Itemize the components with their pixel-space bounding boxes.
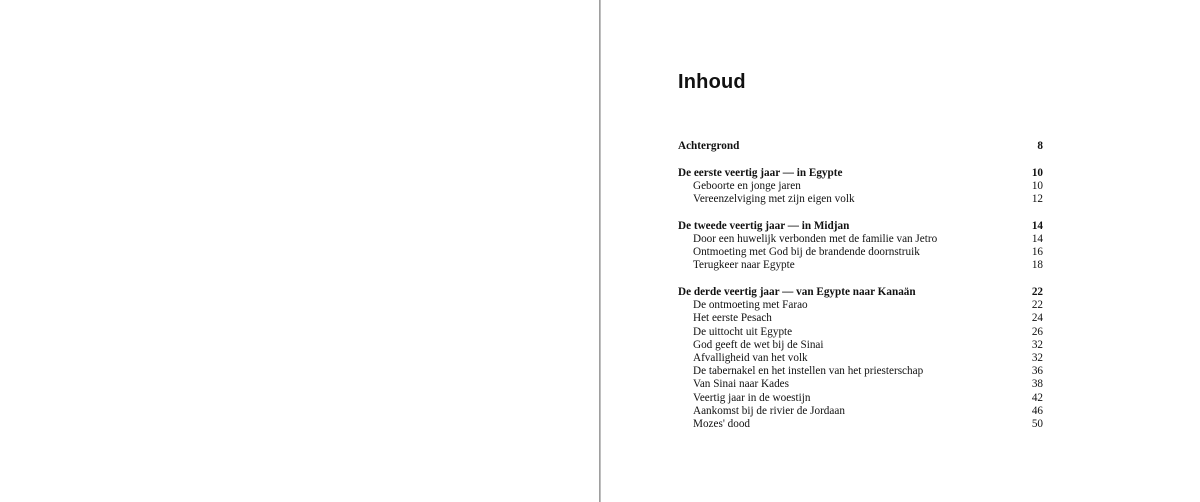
toc-entry-page-number: 24	[1031, 312, 1043, 325]
toc-entry[interactable]	[678, 246, 1043, 259]
toc-entry-page-number: 32	[1031, 338, 1043, 351]
toc-entry-page-number: 42	[1031, 391, 1043, 404]
left-page	[0, 0, 599, 502]
toc-entry[interactable]	[678, 365, 1043, 378]
toc-section-title: De tweede veertig jaar — in Midjan	[678, 219, 850, 232]
toc-entry-title: Afvalligheid van het volk	[693, 351, 808, 364]
toc-section-heading[interactable]	[678, 220, 1043, 233]
toc-entry-title: De uittocht uit Egypte	[693, 325, 793, 338]
toc-entry[interactable]	[678, 180, 1043, 193]
toc-entry-title: De tabernakel en het instellen van het priesterschap	[693, 365, 924, 378]
toc-entry-page-number: 22	[1031, 299, 1043, 312]
toc-entry-title: Veertig jaar in de woestijn	[693, 391, 811, 404]
toc-entry-page-number: 38	[1031, 378, 1043, 391]
toc-entry-page-number: 14	[1031, 232, 1043, 245]
toc-section-title: De derde veertig jaar — van Egypte naar Kanaän	[678, 286, 916, 298]
toc-entry[interactable]	[678, 312, 1043, 325]
toc-section	[678, 140, 1043, 153]
toc-section-heading[interactable]	[678, 286, 1043, 299]
toc-entry-page-number: 32	[1031, 351, 1043, 364]
toc-entry-title: Geboorte en jonge jaren	[693, 179, 801, 192]
toc-section	[678, 167, 1043, 207]
toc-entry-page-number: 50	[1031, 417, 1043, 430]
toc-entry[interactable]	[678, 326, 1043, 339]
toc-entry-title: Het eerste Pesach	[693, 312, 772, 325]
right-page	[601, 0, 1200, 502]
toc-section-heading[interactable]	[678, 167, 1043, 180]
toc-entry-page-number: 16	[1031, 246, 1043, 259]
toc-section	[678, 220, 1043, 273]
toc-entry-title: Terugkeer naar Egypte	[693, 259, 795, 272]
toc-entry-page-number: 12	[1031, 193, 1043, 206]
toc-entry-title: Aankomst bij de rivier de Jordaan	[693, 404, 845, 417]
toc-entry-title: Door een huwelijk verbonden met de familie van Jetro	[693, 232, 938, 245]
toc-entry[interactable]	[678, 352, 1043, 365]
toc-entry[interactable]	[678, 233, 1043, 246]
toc-entry[interactable]	[678, 193, 1043, 206]
toc-entry[interactable]	[678, 259, 1043, 272]
toc-entry-title: Ontmoeting met God bij de brandende doornstruik	[693, 246, 920, 259]
toc-entry-title: Van Sinai naar Kades	[693, 378, 789, 391]
toc-entry-title: God geeft de wet bij de Sinai	[693, 338, 824, 351]
toc-entry[interactable]	[678, 378, 1043, 391]
table-of-contents	[678, 140, 1043, 445]
toc-entry[interactable]	[678, 299, 1043, 312]
toc-title: Inhoud	[678, 71, 746, 93]
toc-section	[678, 286, 1043, 431]
toc-entry[interactable]	[678, 339, 1043, 352]
toc-section-page-number: 8	[1037, 140, 1043, 152]
toc-section-page-number: 14	[1031, 219, 1043, 232]
toc-entry-page-number: 36	[1031, 365, 1043, 378]
toc-entry[interactable]	[678, 418, 1043, 431]
toc-entry-page-number: 10	[1031, 179, 1043, 192]
toc-section-page-number: 10	[1031, 166, 1043, 179]
toc-section-title: De eerste veertig jaar — in Egypte	[678, 166, 843, 179]
toc-entry-title: De ontmoeting met Farao	[693, 299, 808, 312]
toc-section-page-number: 22	[1031, 286, 1043, 298]
toc-entry[interactable]	[678, 405, 1043, 418]
toc-entry-title: Mozes' dood	[693, 417, 751, 430]
toc-entry[interactable]	[678, 392, 1043, 405]
toc-section-heading[interactable]	[678, 140, 1043, 153]
toc-entry-page-number: 26	[1031, 325, 1043, 338]
toc-entry-title: Vereenzelviging met zijn eigen volk	[693, 193, 855, 206]
toc-entry-page-number: 46	[1031, 404, 1043, 417]
toc-section-title: Achtergrond	[678, 140, 740, 152]
toc-entry-page-number: 18	[1031, 259, 1043, 272]
